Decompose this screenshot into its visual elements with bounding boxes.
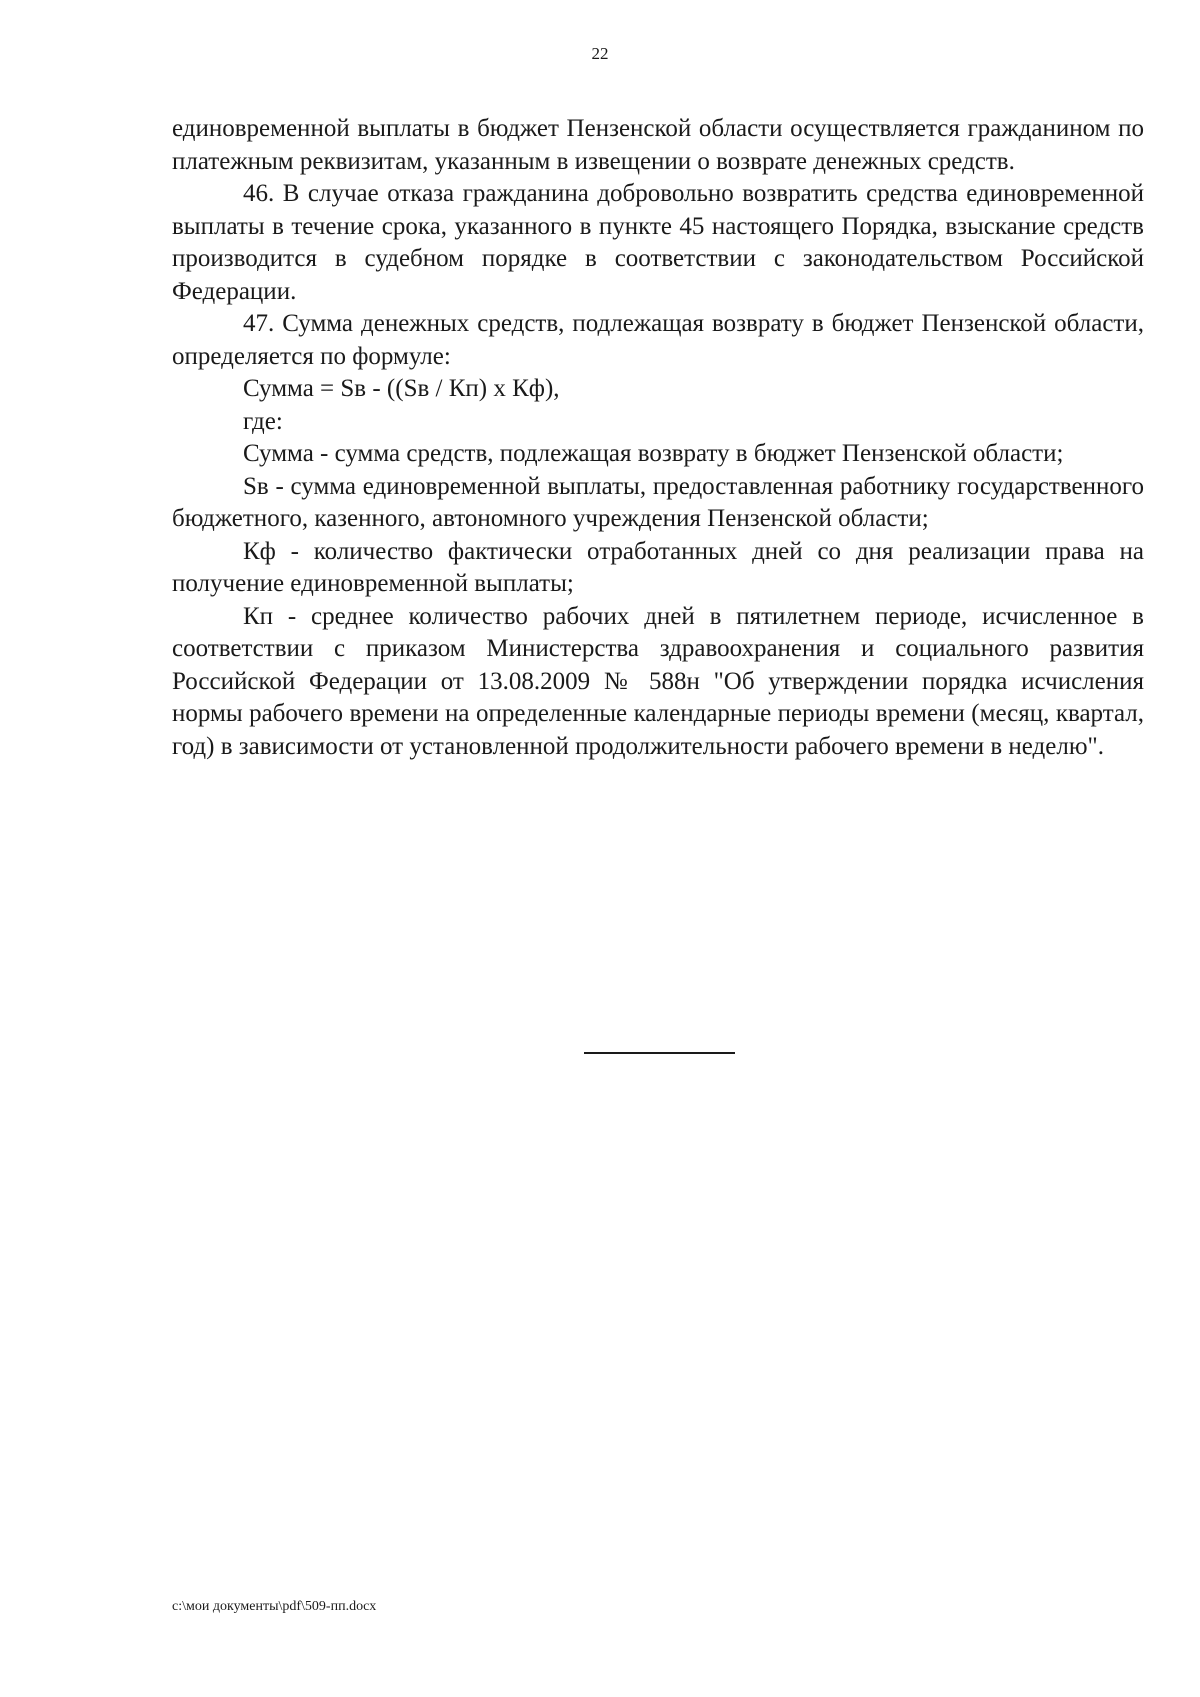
document-body [172,113,1144,763]
paragraph-item-46: 46. В случае отказа гражданина добровольно возвратить средства единовременной выплаты в течение срока, указанного в пункте 45 настоящего Порядка, взыскание средств производится в судебном порядке в соответствии с законодательством Российской Федерации. [172,180,1144,305]
definition-kp: Кп - среднее количество рабочих дней в пятилетнем периоде, исчисленное в соответствии с приказом Министерства здравоохранения и социального развития Российской Федерации от 13.08.2009 № 588н "Об утверждении порядка исчисления нормы рабочего времени на определенные календарные периоды времени (месяц, квартал, год) в зависимости от установленной продолжительности рабочего времени в неделю". [172,602,1144,760]
formula-where-label: где: [243,407,283,435]
definition-sv: Sв - сумма единовременной выплаты, предоставленная работнику государственного бюджетного, казенного, автономного учреждения Пензенской области; [172,472,1144,532]
return-formula: Сумма = Sв - ((Sв / Кп) х Кф), [243,375,560,402]
definition-summa: Сумма - сумма средств, подлежащая возврату в бюджет Пензенской области; [243,440,1064,467]
page-number: 22 [591,44,609,63]
paragraph-continuation: единовременной выплаты в бюджет Пензенской области осуществляется гражданином по платежным реквизитам, указанным в извещении о возврате денежных средств. [172,115,1144,175]
paragraph-item-47: 47. Сумма денежных средств, подлежащая возврату в бюджет Пензенской области, определяется по формуле: [172,310,1144,370]
definition-kf: Кф - количество фактически отработанных дней со дня реализации права на получение единовременной выплаты; [172,537,1144,597]
end-separator-line [584,1052,735,1054]
footer-file-path: c:\мои документы\pdf\509-пп.docx [172,1599,377,1614]
